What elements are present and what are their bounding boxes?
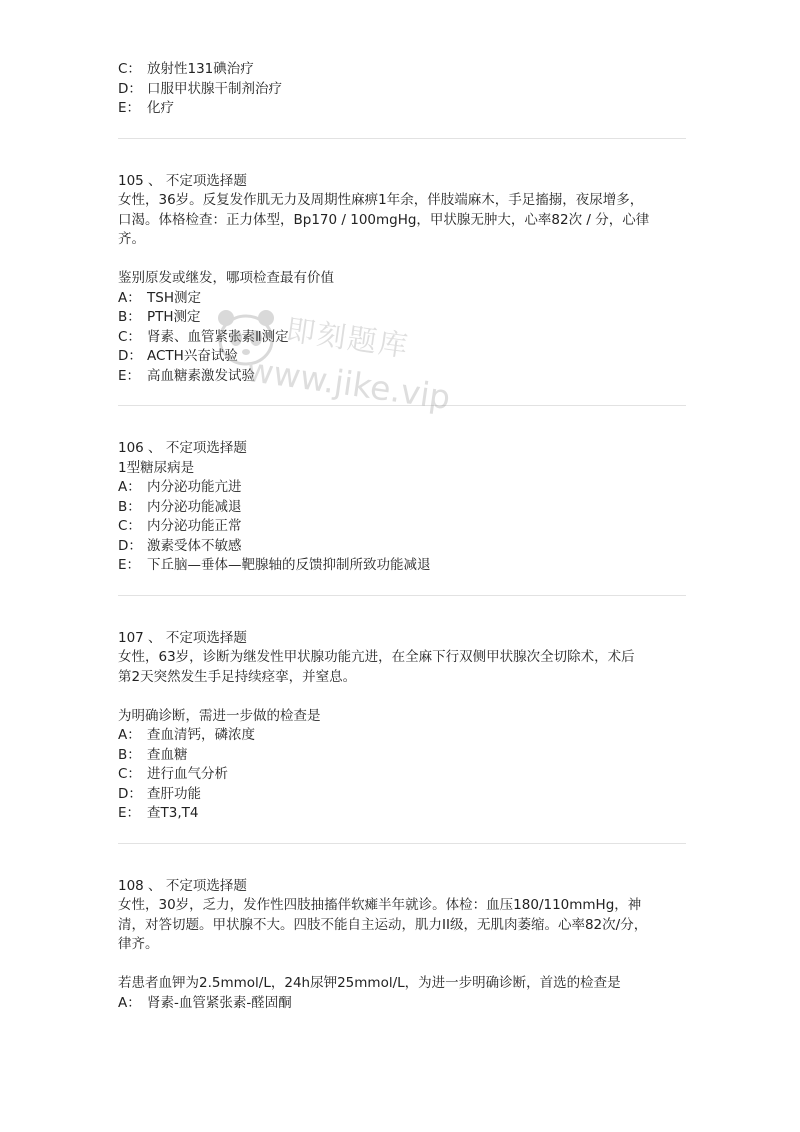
watermark-url: www.jike.vip [244,349,453,418]
spacer [118,250,686,270]
question-text: 鉴别原发或继发，哪项检查最有价值 [118,270,334,286]
option-d[interactable]: D： 查肝功能 [118,785,201,802]
prev-question-options [118,60,686,119]
question-text: 1型糖尿病是 [118,459,195,476]
divider [118,405,686,406]
divider [118,843,686,844]
option-c[interactable]: C： 进行血气分析 [118,766,228,782]
question-stem-line: 清，对答切题。甲状腺不大。四肢不能自主运动，肌力II级，无肌肉萎缩。心率82次/分， [118,916,648,933]
question-header: 107 、 不定项选择题 [118,629,247,646]
option-c[interactable]: C： 肾素、血管紧张素Ⅱ测定 [118,328,289,345]
divider [118,138,686,139]
question-header: 105 、 不定项选择题 [118,172,247,189]
question-106 [118,439,686,576]
question-header: 106 、 不定项选择题 [118,440,247,456]
spacer [118,687,686,707]
option-e[interactable]: E： 化疗 [118,100,174,116]
question-stem-line: 女性，30岁，乏力，发作性四肢抽搐伴软瘫半年就诊。体检：血压180/110mmHg，神 [118,897,642,913]
option-b[interactable]: B： 查血糖 [118,746,188,763]
option-e[interactable]: E： 下丘脑—垂体—靶腺轴的反馈抑制所致功能减退 [118,557,431,573]
question-stem-line: 口渴。体格检查：正力体型，Bp170 / 100mgHg，甲状腺无肿大，心率82次 / 分，心律 [118,211,650,228]
question-stem-line: 律齐。 [118,936,159,952]
option-d[interactable]: D： ACTH兴奋试验 [118,348,238,364]
option-a[interactable]: A： 查血清钙，磷浓度 [118,727,255,743]
question-108 [118,877,686,1014]
option-b[interactable]: B： 内分泌功能减退 [118,498,242,515]
question-header: 108 、 不定项选择题 [118,877,247,894]
divider [118,595,686,596]
option-e[interactable]: E： 高血糖素激发试验 [118,367,255,384]
option-b[interactable]: B： PTH测定 [118,309,201,325]
question-stem-line: 第2天突然发生手足持续痉挛，并窒息。 [118,668,357,685]
question-text: 若患者血钾为2.5mmol/L，24h尿钾25mmol/L，为进一步明确诊断，首选的检查是 [118,975,621,991]
question-stem-line: 女性，36岁。反复发作肌无力及周期性麻痹1年余，伴肢端麻木，手足搐搦，夜尿增多， [118,192,644,208]
question-105 [118,172,686,387]
document-page [118,60,686,1013]
question-stem-line: 齐。 [118,231,145,247]
watermark-brand: 即刻题库 [284,312,412,364]
question-stem-line: 女性，63岁，诊断为继发性甲状腺功能亢进，在全麻下行双侧甲状腺次全切除术，术后 [118,649,635,665]
option-d[interactable]: D： 激素受体不敏感 [118,537,242,554]
option-c[interactable]: C： 内分泌功能正常 [118,518,242,534]
question-107 [118,629,686,824]
option-a[interactable]: A： 内分泌功能亢进 [118,479,242,495]
question-text: 为明确诊断，需进一步做的检查是 [118,707,321,724]
option-a[interactable]: A： TSH测定 [118,289,201,306]
option-a[interactable]: A： 肾素-血管紧张素-醛固酮 [118,994,292,1011]
option-d[interactable]: D： 口服甲状腺干制剂治疗 [118,80,282,97]
option-c[interactable]: C： 放射性131碘治疗 [118,61,254,77]
option-e[interactable]: E： 查T3,T4 [118,805,199,821]
spacer [118,955,686,975]
